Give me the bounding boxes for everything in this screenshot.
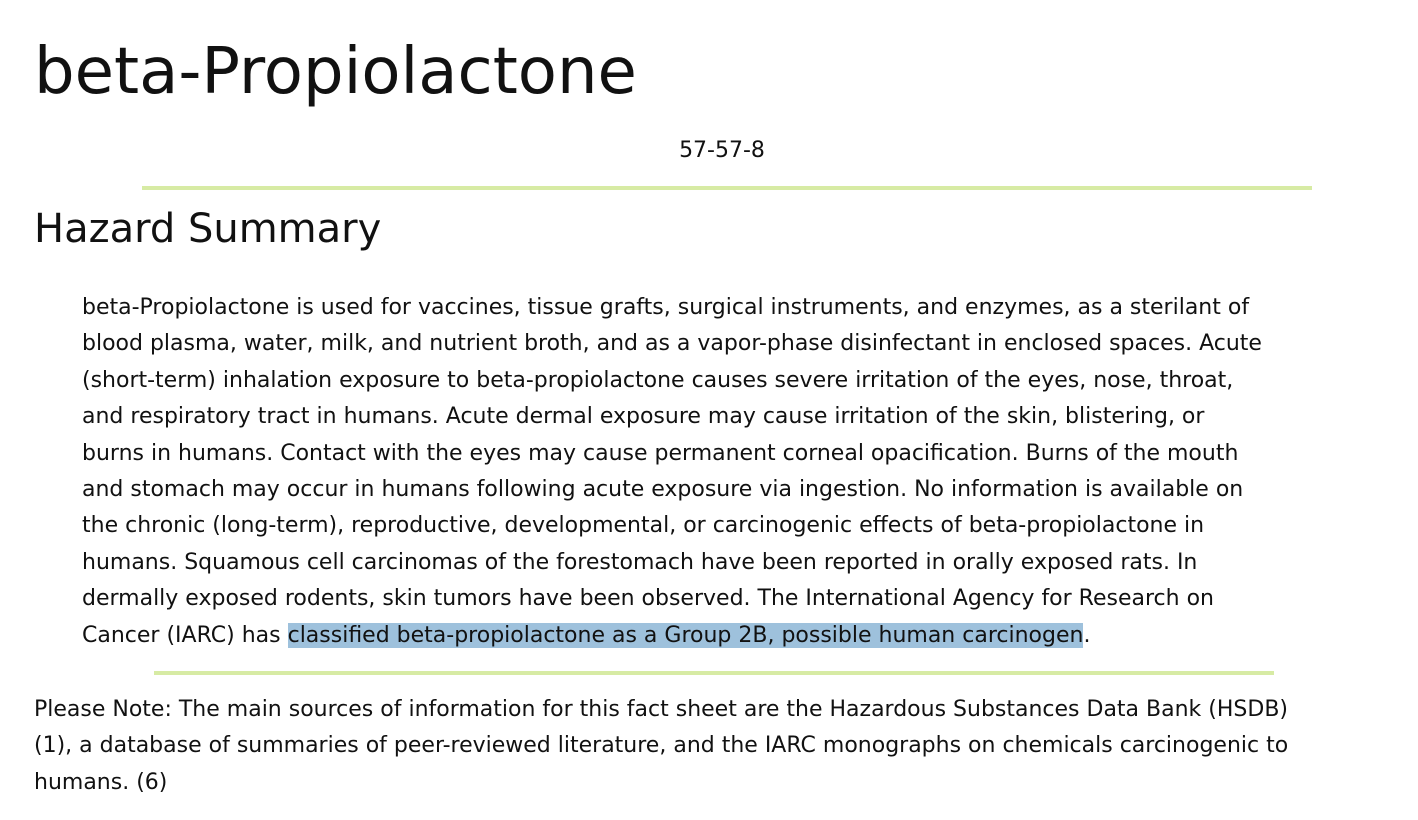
summary-line: dermally exposed rodents, skin tumors have been observed. The International Agency for Research on	[82, 586, 1214, 612]
summary-last-line-prefix: Cancer (IARC) has	[82, 622, 288, 648]
summary-last-line	[82, 618, 1392, 654]
top-divider	[142, 186, 1312, 190]
summary-line: (short-term) inhalation exposure to beta-propiolactone causes severe irritation of the eyes, nose, throat,	[82, 367, 1234, 393]
summary-line: the chronic (long-term), reproductive, developmental, or carcinogenic effects of beta-propiolactone in	[82, 513, 1205, 539]
summary-line: and stomach may occur in humans following acute exposure via ingestion. No information is available on	[82, 477, 1244, 503]
page-title: beta-Propiolactone	[34, 35, 637, 109]
summary-line: blood plasma, water, milk, and nutrient broth, and as a vapor-phase disinfectant in enclosed spaces. Acute	[82, 331, 1262, 357]
summary-line: burns in humans. Contact with the eyes may cause permanent corneal opacification. Burns of the mouth	[82, 440, 1239, 466]
bottom-divider	[154, 671, 1274, 675]
selected-text-highlight[interactable]: classified beta-propiolactone as a Group 2B, possible human carcinogen	[287, 622, 1084, 648]
note-line: (1), a database of summaries of peer-reviewed literature, and the IARC monographs on chemicals carcinogenic to	[34, 733, 1289, 759]
note-line: Please Note: The main sources of information for this fact sheet are the Hazardous Substances Data Bank (HSDB)	[34, 697, 1288, 722]
please-note-paragraph[interactable]	[34, 692, 1404, 801]
note-line: humans. (6)	[34, 769, 168, 795]
section-heading: Hazard Summary	[34, 206, 382, 252]
summary-line: humans. Squamous cell carcinomas of the forestomach have been reported in orally exposed rats. In	[82, 549, 1198, 575]
summary-last-line-suffix: .	[1083, 622, 1091, 648]
cas-number: 57-57-8	[679, 138, 765, 163]
summary-line: and respiratory tract in humans. Acute dermal exposure may cause irritation of the skin, blistering, or	[82, 404, 1205, 430]
hazard-summary-paragraph[interactable]	[82, 290, 1392, 654]
summary-line: beta-Propiolactone is used for vaccines, tissue grafts, surgical instruments, and enzymes, as a sterilant of	[82, 295, 1250, 320]
